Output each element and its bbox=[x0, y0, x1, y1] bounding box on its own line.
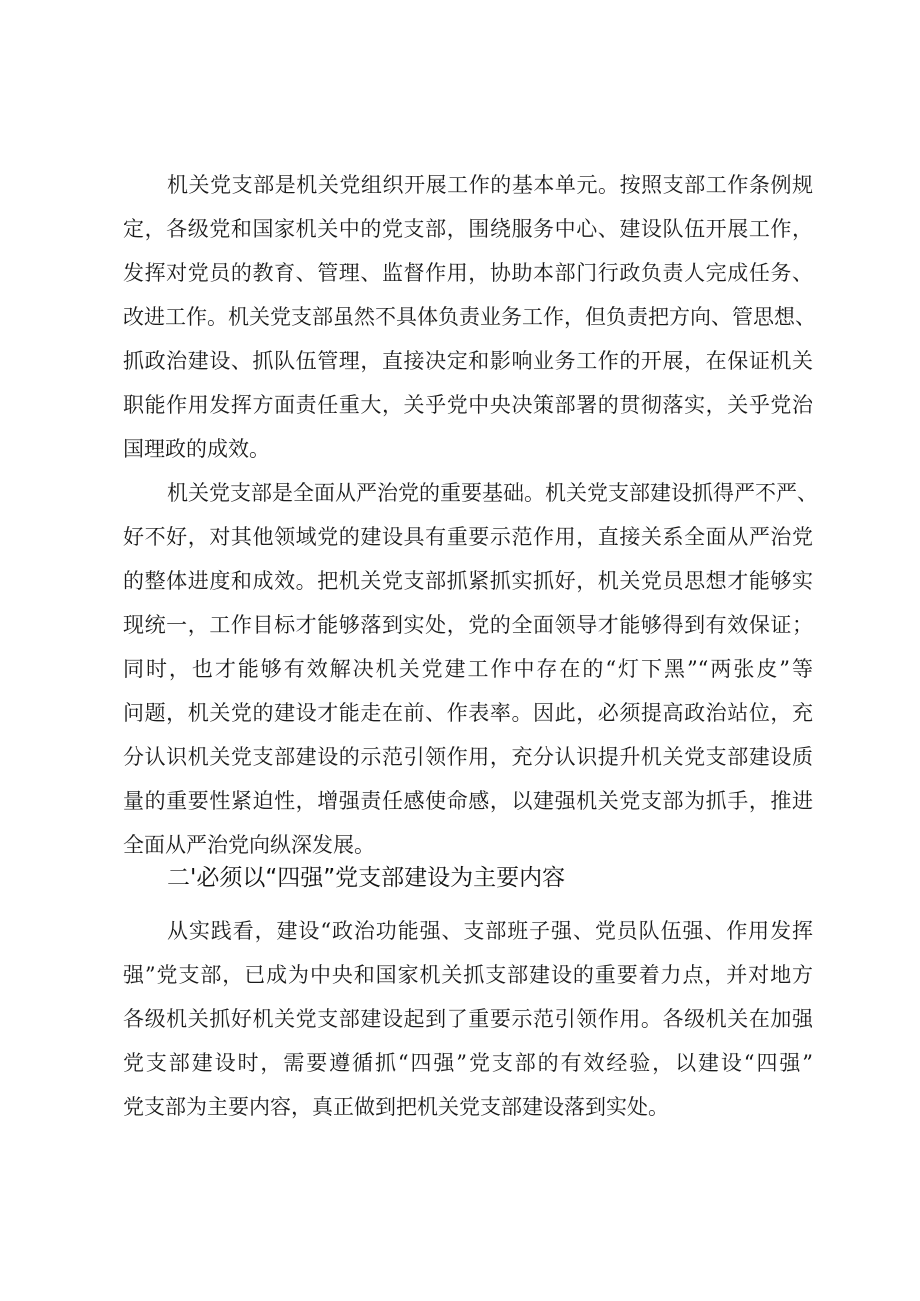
paragraph-line: 现统一，工作目标才能够落到实处，党的全面领导才能够得到有效保证； bbox=[123, 613, 813, 637]
paragraph-line: 发挥对党员的教育、管理、监督作用，协助本部门行政负责人完成任务、 bbox=[123, 261, 813, 285]
paragraph-line: 职能作用发挥方面责任重大，关乎党中央决策部署的贯彻落实，关乎党治 bbox=[123, 393, 813, 417]
paragraph-line: 国理政的成效。 bbox=[123, 437, 270, 461]
paragraph-line: 党支部为主要内容，真正做到把机关党支部建设落到实处。 bbox=[123, 1095, 669, 1119]
paragraph-line: 强”党支部，已成为中央和国家机关抓支部建设的重要着力点，并对地方 bbox=[123, 963, 813, 987]
paragraph-line: 定，各级党和国家机关中的党支部，围绕服务中心、建设队伍开展工作， bbox=[123, 217, 813, 241]
paragraph-line: 机关党支部是机关党组织开展工作的基本单元。按照支部工作条例规 bbox=[167, 173, 813, 197]
paragraph-line: 机关党支部是全面从严治党的重要基础。机关党支部建设抓得严不严、 bbox=[167, 481, 818, 505]
paragraph-line: 全面从严治党向纵深发展。 bbox=[123, 833, 375, 857]
paragraph-line: 分认识机关党支部建设的示范引领作用，充分认识提升机关党支部建设质 bbox=[123, 745, 813, 769]
paragraph-line: 从实践看，建设“政治功能强、支部班子强、党员队伍强、作用发挥 bbox=[167, 919, 813, 943]
paragraph-line: 同时，也才能够有效解决机关党建工作中存在的“灯下黑”“两张皮”等 bbox=[123, 657, 813, 681]
paragraph-line: 各级机关抓好机关党支部建设起到了重要示范引领作用。各级机关在加强 bbox=[123, 1007, 813, 1031]
paragraph-line: 量的重要性紧迫性，增强责任感使命感，以建强机关党支部为抓手，推进 bbox=[123, 789, 813, 813]
paragraph-line: 问题，机关党的建设才能走在前、作表率。因此，必须提高政治站位，充 bbox=[123, 701, 813, 725]
paragraph-line: 好不好，对其他领域党的建设具有重要示范作用，直接关系全面从严治党 bbox=[123, 525, 813, 549]
section-heading: 二'必须以“四强”党支部建设为主要内容 bbox=[167, 865, 566, 891]
paragraph-line: 的整体进度和成效。把机关党支部抓紧抓实抓好，机关党员思想才能够实 bbox=[123, 569, 813, 593]
paragraph-line: 党支部建设时，需要遵循抓“四强”党支部的有效经验，以建设“四强” bbox=[123, 1051, 813, 1075]
paragraph-line: 改进工作。机关党支部虽然不具体负责业务工作，但负责把方向、管思想、 bbox=[123, 305, 816, 329]
paragraph-line: 抓政治建设、抓队伍管理，直接决定和影响业务工作的开展，在保证机关 bbox=[123, 349, 813, 373]
